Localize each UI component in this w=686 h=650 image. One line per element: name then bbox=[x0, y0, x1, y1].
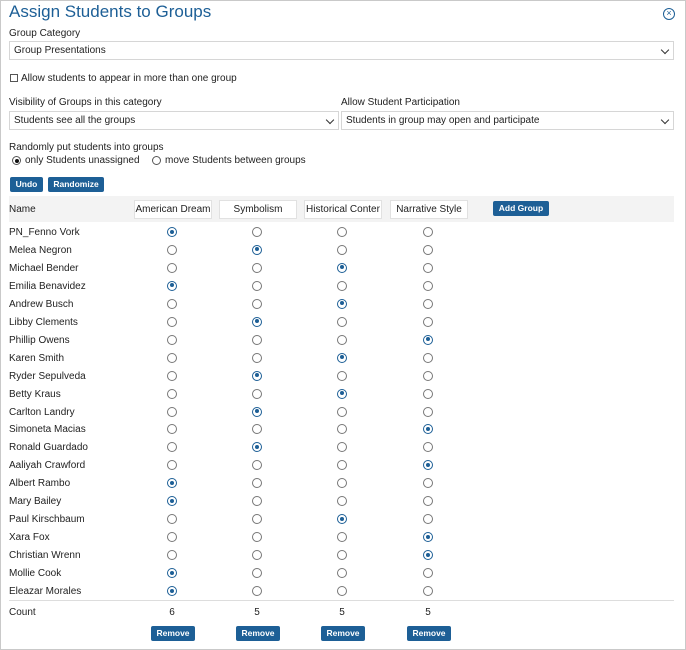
student-name: Phillip Owens bbox=[9, 334, 70, 346]
group-radio[interactable] bbox=[337, 281, 347, 291]
allow-multiple-checkbox[interactable] bbox=[10, 74, 18, 82]
group-count: 5 bbox=[425, 607, 431, 618]
group-radio[interactable] bbox=[423, 353, 433, 363]
remove-group-button[interactable]: Remove bbox=[236, 626, 280, 641]
group-count: 5 bbox=[254, 607, 260, 618]
group-radio[interactable] bbox=[252, 299, 262, 309]
group-radio[interactable] bbox=[252, 389, 262, 399]
table-row bbox=[9, 548, 674, 566]
participation-value: Students in group may open and participate bbox=[346, 115, 540, 126]
group-radio[interactable] bbox=[337, 568, 347, 578]
group-radio[interactable] bbox=[337, 478, 347, 488]
table-row bbox=[9, 225, 674, 243]
student-name: Emilia Benavidez bbox=[9, 280, 86, 292]
group-radio[interactable] bbox=[252, 335, 262, 345]
group-radio[interactable] bbox=[423, 281, 433, 291]
group-radio[interactable] bbox=[423, 514, 433, 524]
student-name: Eleazar Morales bbox=[9, 586, 82, 597]
table-row bbox=[9, 261, 674, 279]
table-row bbox=[9, 476, 674, 494]
group-radio[interactable] bbox=[423, 550, 433, 560]
group-radio[interactable] bbox=[252, 227, 262, 237]
group-radio[interactable] bbox=[167, 227, 177, 237]
group-radio[interactable] bbox=[167, 586, 177, 596]
group-radio[interactable] bbox=[337, 442, 347, 452]
table-row bbox=[9, 369, 674, 387]
close-icon[interactable]: × bbox=[663, 8, 675, 20]
table-row bbox=[9, 387, 674, 405]
group-radio[interactable] bbox=[423, 478, 433, 488]
group-radio[interactable] bbox=[423, 245, 433, 255]
chevron-down-icon bbox=[326, 116, 334, 124]
group-radio[interactable] bbox=[337, 424, 347, 434]
group-name-input[interactable]: Historical Conter bbox=[304, 200, 382, 219]
radio-label: only Students unassigned bbox=[25, 155, 140, 166]
group-radio[interactable] bbox=[167, 389, 177, 399]
group-radio[interactable] bbox=[337, 353, 347, 363]
group-radio[interactable] bbox=[337, 263, 347, 273]
table-row bbox=[9, 494, 674, 512]
group-radio[interactable] bbox=[167, 299, 177, 309]
group-radio[interactable] bbox=[423, 407, 433, 417]
radio-move-between[interactable] bbox=[152, 155, 306, 166]
student-name: Libby Clements bbox=[9, 316, 78, 328]
table-row bbox=[9, 440, 674, 458]
chevron-down-icon bbox=[661, 116, 669, 124]
student-name: Christian Wrenn bbox=[9, 550, 81, 562]
student-name: Mollie Cook bbox=[9, 568, 62, 580]
group-name-input[interactable]: Narrative Style bbox=[390, 200, 468, 219]
student-name: Carlton Landry bbox=[9, 406, 75, 418]
group-radio[interactable] bbox=[423, 371, 433, 381]
student-name: Michael Bender bbox=[9, 262, 79, 274]
group-radio[interactable] bbox=[252, 407, 262, 417]
group-radio[interactable] bbox=[252, 263, 262, 273]
group-radio[interactable] bbox=[167, 335, 177, 345]
radio-dot bbox=[152, 156, 161, 165]
group-radio[interactable] bbox=[167, 245, 177, 255]
table-row bbox=[9, 351, 674, 369]
name-column-header: Name bbox=[9, 204, 36, 215]
group-radio[interactable] bbox=[337, 317, 347, 327]
table-row bbox=[9, 315, 674, 333]
group-radio[interactable] bbox=[167, 424, 177, 434]
group-radio[interactable] bbox=[423, 335, 433, 345]
group-radio[interactable] bbox=[167, 442, 177, 452]
group-radio[interactable] bbox=[252, 532, 262, 542]
group-radio[interactable] bbox=[423, 586, 433, 596]
group-radio[interactable] bbox=[337, 532, 347, 542]
add-group-button[interactable]: Add Group bbox=[493, 201, 549, 216]
group-radio[interactable] bbox=[167, 532, 177, 542]
visibility-select[interactable] bbox=[9, 111, 339, 130]
table-row bbox=[9, 512, 674, 530]
participation-label: Allow Student Participation bbox=[341, 97, 460, 108]
group-category-label: Group Category bbox=[9, 28, 81, 39]
group-radio[interactable] bbox=[252, 245, 262, 255]
group-radio[interactable] bbox=[252, 514, 262, 524]
student-name: Mary Bailey bbox=[9, 496, 62, 508]
group-radio[interactable] bbox=[167, 353, 177, 363]
group-radio[interactable] bbox=[337, 460, 347, 470]
group-radio[interactable] bbox=[252, 568, 262, 578]
randomize-button[interactable]: Randomize bbox=[48, 177, 104, 192]
student-name: Paul Kirschbaum bbox=[9, 514, 85, 526]
student-name: Ronald Guardado bbox=[9, 442, 88, 454]
group-radio[interactable] bbox=[167, 460, 177, 470]
group-radio[interactable] bbox=[423, 460, 433, 470]
remove-group-button[interactable]: Remove bbox=[321, 626, 365, 641]
group-radio[interactable] bbox=[337, 371, 347, 381]
student-name: PN_Fenno Vork bbox=[9, 227, 80, 238]
group-radio[interactable] bbox=[423, 442, 433, 452]
group-radio[interactable] bbox=[423, 496, 433, 506]
randomize-label: Randomly put students into groups bbox=[9, 142, 164, 153]
student-name: Betty Kraus bbox=[9, 388, 61, 400]
student-name: Karen Smith bbox=[9, 352, 65, 364]
student-name: Melea Negron bbox=[9, 244, 72, 256]
group-radio[interactable] bbox=[337, 586, 347, 596]
visibility-label: Visibility of Groups in this category bbox=[9, 97, 162, 108]
radio-only-unassigned[interactable] bbox=[12, 155, 140, 166]
remove-group-button[interactable]: Remove bbox=[407, 626, 451, 641]
group-radio[interactable] bbox=[167, 407, 177, 417]
group-radio[interactable] bbox=[252, 442, 262, 452]
participation-select[interactable] bbox=[341, 111, 674, 130]
group-radio[interactable] bbox=[337, 496, 347, 506]
group-category-value: Group Presentations bbox=[14, 45, 106, 56]
group-radio[interactable] bbox=[167, 496, 177, 506]
group-radio[interactable] bbox=[252, 281, 262, 291]
group-radio[interactable] bbox=[423, 317, 433, 327]
group-radio[interactable] bbox=[252, 496, 262, 506]
group-radio[interactable] bbox=[337, 407, 347, 417]
group-radio[interactable] bbox=[337, 227, 347, 237]
student-name: Andrew Busch bbox=[9, 298, 74, 310]
table-row bbox=[9, 279, 674, 297]
dialog-title: Assign Students to Groups bbox=[9, 2, 212, 21]
student-name: Aaliyah Crawford bbox=[9, 460, 86, 472]
group-category-select[interactable] bbox=[9, 41, 674, 60]
group-name-input[interactable]: Symbolism bbox=[219, 200, 297, 219]
group-radio[interactable] bbox=[167, 371, 177, 381]
count-label: Count bbox=[9, 607, 36, 618]
radio-label: move Students between groups bbox=[165, 155, 306, 166]
table-row bbox=[9, 458, 674, 476]
group-radio[interactable] bbox=[423, 299, 433, 309]
group-radio[interactable] bbox=[167, 478, 177, 488]
divider bbox=[9, 600, 674, 601]
table-row bbox=[9, 405, 674, 423]
group-count: 5 bbox=[339, 607, 345, 618]
group-radio[interactable] bbox=[252, 550, 262, 560]
group-radio[interactable] bbox=[337, 389, 347, 399]
group-radio[interactable] bbox=[252, 317, 262, 327]
group-radio[interactable] bbox=[167, 514, 177, 524]
group-radio[interactable] bbox=[423, 532, 433, 542]
group-radio[interactable] bbox=[423, 424, 433, 434]
group-radio[interactable] bbox=[167, 568, 177, 578]
group-name-input[interactable]: American Dream bbox=[134, 200, 212, 219]
group-radio[interactable] bbox=[337, 299, 347, 309]
group-radio[interactable] bbox=[337, 550, 347, 560]
group-radio[interactable] bbox=[252, 371, 262, 381]
group-radio[interactable] bbox=[167, 263, 177, 273]
table-row bbox=[9, 422, 674, 440]
group-radio[interactable] bbox=[167, 281, 177, 291]
group-radio[interactable] bbox=[252, 460, 262, 470]
group-radio[interactable] bbox=[423, 389, 433, 399]
table-row bbox=[9, 566, 674, 584]
student-name: Ryder Sepulveda bbox=[9, 370, 86, 382]
group-radio[interactable] bbox=[252, 424, 262, 434]
group-radio[interactable] bbox=[167, 550, 177, 560]
radio-dot bbox=[12, 156, 21, 165]
group-radio[interactable] bbox=[423, 263, 433, 273]
table-row bbox=[9, 530, 674, 548]
group-radio[interactable] bbox=[337, 335, 347, 345]
group-radio[interactable] bbox=[252, 353, 262, 363]
group-radio[interactable] bbox=[337, 514, 347, 524]
group-radio[interactable] bbox=[337, 245, 347, 255]
group-radio[interactable] bbox=[252, 478, 262, 488]
student-name: Albert Rambo bbox=[9, 478, 71, 490]
group-radio[interactable] bbox=[167, 317, 177, 327]
group-count: 6 bbox=[169, 607, 175, 618]
group-radio[interactable] bbox=[252, 586, 262, 596]
table-row bbox=[9, 333, 674, 351]
visibility-value: Students see all the groups bbox=[14, 115, 136, 126]
student-name: Xara Fox bbox=[9, 532, 50, 544]
chevron-down-icon bbox=[661, 46, 669, 54]
undo-button[interactable]: Undo bbox=[10, 177, 43, 192]
remove-group-button[interactable]: Remove bbox=[151, 626, 195, 641]
student-name: Simoneta Macias bbox=[9, 424, 86, 436]
table-row bbox=[9, 297, 674, 315]
allow-multiple-label: Allow students to appear in more than one group bbox=[21, 73, 237, 84]
group-radio[interactable] bbox=[423, 568, 433, 578]
table-row bbox=[9, 243, 674, 261]
group-radio[interactable] bbox=[423, 227, 433, 237]
